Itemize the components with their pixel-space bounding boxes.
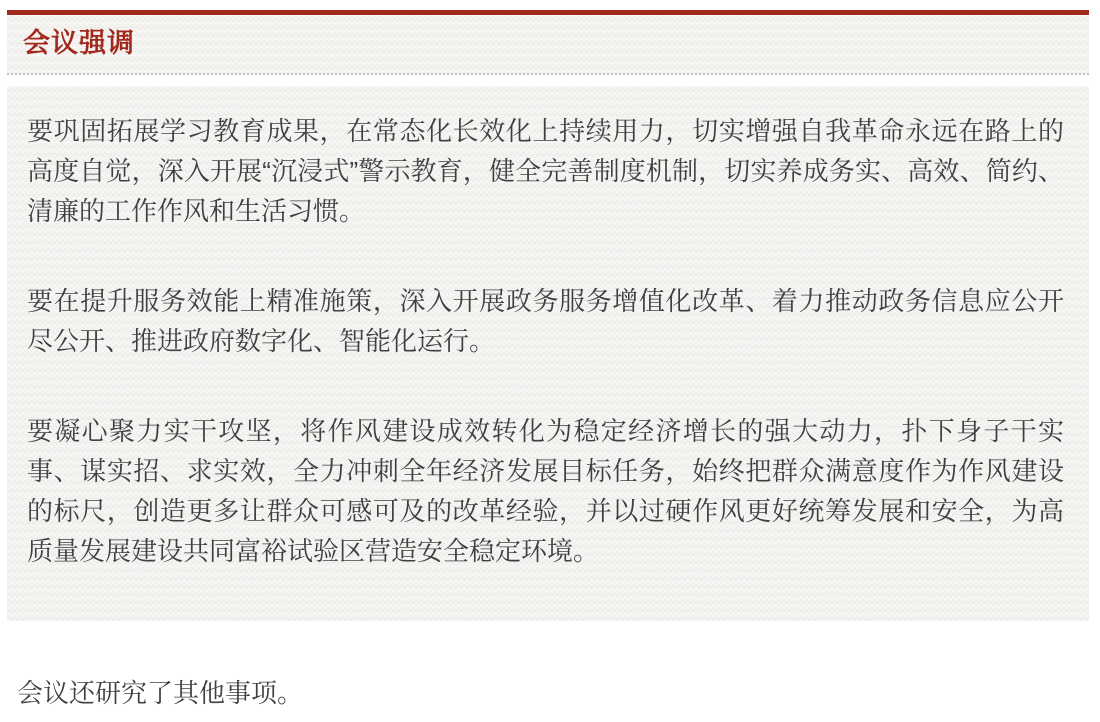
paragraph: 要凝心聚力实干攻坚，将作风建设成效转化为稳定经济增长的强大动力，扑下身子干实事、谋实招、求实效，全力冲刺全年经济发展目标任务，始终把群众满意度作为作风建设的标尺，创造更多让群众可感可及的改革经验，并以过硬作风更好统筹发展和安全，为高质量发展建设共同富裕试验区营造安全稳定环境。 xyxy=(27,416,1064,566)
section-body xyxy=(7,86,1089,621)
closing-note: 会议还研究了其他事项。 xyxy=(17,678,304,708)
article-section xyxy=(7,10,1089,713)
section-header xyxy=(7,15,1089,75)
paragraph: 要巩固拓展学习教育成果，在常态化长效化上持续用力，切实增强自我革命永远在路上的高度自觉，深入开展“沉浸式”警示教育，健全完善制度机制，切实养成务实、高效、简约、清廉的工作作风和生活习惯。 xyxy=(27,116,1064,226)
paragraph: 要在提升服务效能上精准施策，深入开展政务服务增值化改革、着力推动政务信息应公开尽公开、推进政府数字化、智能化运行。 xyxy=(27,286,1064,356)
section-title: 会议强调 xyxy=(23,28,135,58)
